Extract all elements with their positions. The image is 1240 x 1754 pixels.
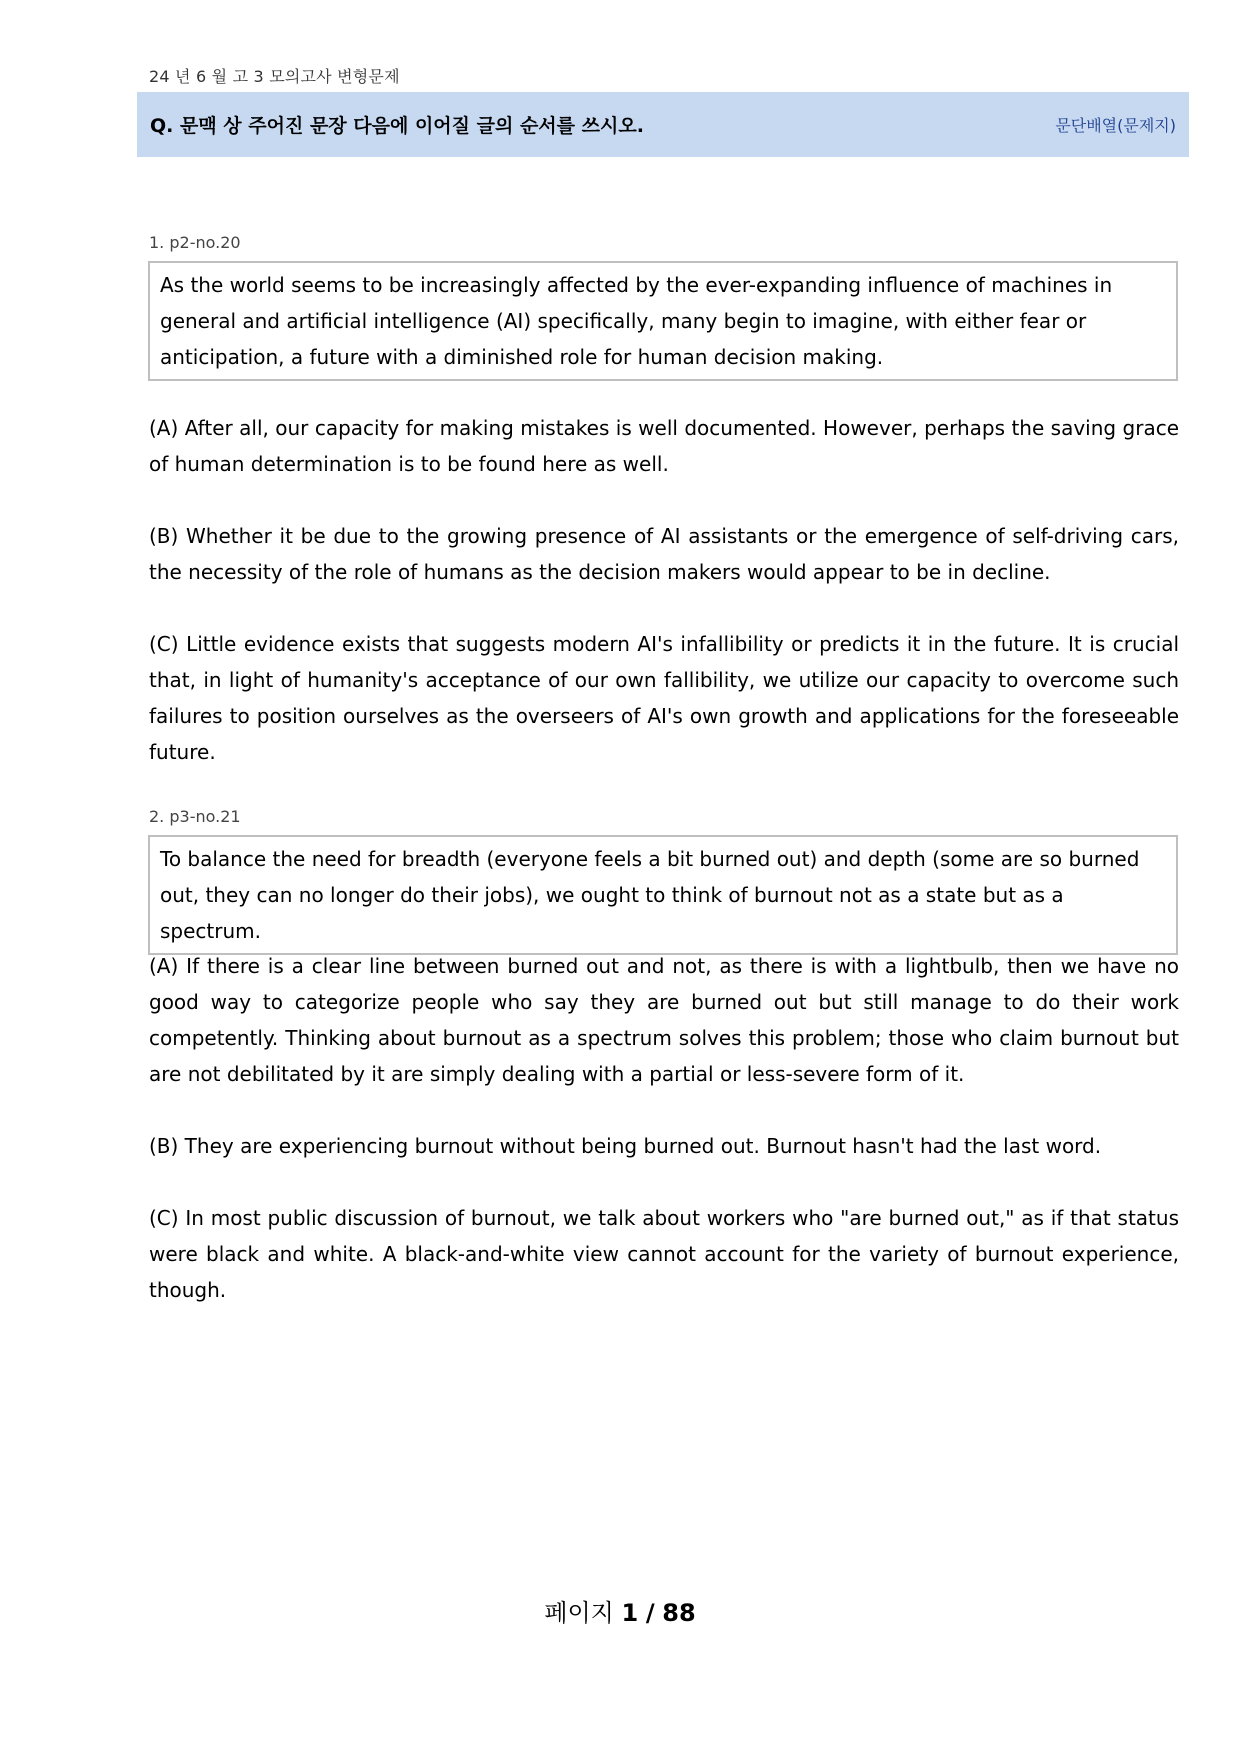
page-separator: / [645,1599,655,1627]
page-total: 88 [662,1599,696,1627]
paragraph-b: (B) Whether it be due to the growing presence of AI assistants or the emergence of self-driving cars, the necessity of the role of humans as the decision makers would appear to be in decline. [149,524,1179,584]
paragraph-b: (B) They are experiencing burnout without being burned out. Burnout hasn't had the last word. [149,1134,1102,1158]
given-sentence-box: To balance the need for breadth (everyone feels a bit burned out) and depth (some are so burned out, they can no longer do their jobs), we ought to think of burnout not as a state but as a spectrum. [148,835,1178,955]
paragraph-a: (A) After all, our capacity for making mistakes is well documented. However, perhaps the saving grace of human determination is to be found here as well. [149,416,1179,476]
problem-label: 2. p3-no.21 [149,807,241,826]
problem-label: 1. p2-no.20 [149,233,241,252]
page-footer [0,1593,1240,1628]
paragraph-c: (C) In most public discussion of burnout, we talk about workers who "are burned out," as if that status were black and white. A black-and-white view cannot account for the variety of burnout experience, though. [149,1206,1179,1302]
given-sentence-box: As the world seems to be increasingly affected by the ever-expanding influence of machines in general and artificial intelligence (AI) specifically, many begin to imagine, with either fear or anticipation, a future with a diminished role for human decision making. [148,261,1178,381]
paragraph-a: (A) If there is a clear line between burned out and not, as there is with a lightbulb, then we have no good way to categorize people who say they are burned out but still manage to do their work competently. Thinking about burnout as a spectrum solves this problem; those who claim burnout but are not debilitated by it are simply dealing with a partial or less-severe form of it. [149,954,1179,1086]
question-banner [137,92,1189,157]
exam-title: 24 년 6 월 고 3 모의고사 변형문제 [149,67,400,86]
page-word: 페이지 [544,1599,614,1627]
question-type: 문단배열(문제지) [1055,116,1176,135]
question-text: Q. 문맥 상 주어진 문장 다음에 이어질 글의 순서를 쓰시오. [150,115,644,137]
page-current: 1 [621,1599,639,1627]
paragraph-c: (C) Little evidence exists that suggests modern AI's infallibility or predicts it in the future. It is crucial that, in light of humanity's acceptance of our own fallibility, we utilize our capacity to overcome such failures to position ourselves as the overseers of AI's own growth and applications for the foreseeable future. [149,632,1179,764]
